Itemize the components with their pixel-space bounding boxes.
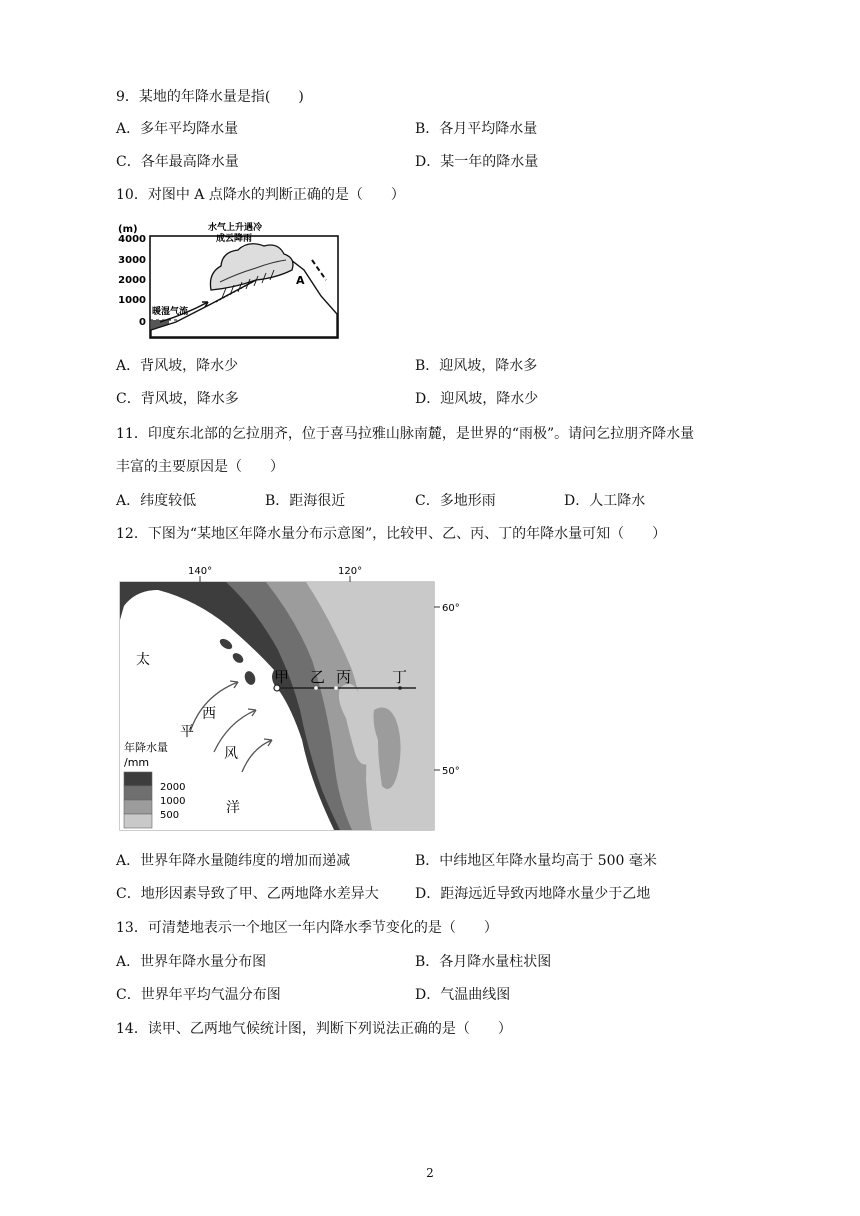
cloud-label-2: 成云降雨 [216, 234, 253, 244]
q13-stem: 13．可清楚地表示一个地区一年内降水季节变化的是（ ） [116, 920, 498, 936]
legend-2000: 2000 [160, 782, 186, 793]
orographic-rain-diagram [116, 218, 342, 342]
q9-option-d[interactable]: D．某一年的降水量 [415, 154, 539, 170]
q9-option-c[interactable]: C．各年最高降水量 [116, 154, 239, 170]
ocean-char-ping: 平 [180, 724, 194, 740]
q9-option-a[interactable]: A．多年平均降水量 [116, 121, 239, 137]
ocean-char-tai: 太 [136, 652, 150, 668]
q9-stem: 9．某地的年降水量是指( ) [116, 89, 304, 105]
q13-option-c[interactable]: C．世界年平均气温分布图 [116, 987, 281, 1003]
q13-option-b[interactable]: B．各月降水量柱状图 [415, 954, 552, 970]
legend-500: 500 [160, 810, 180, 821]
legend-unit: /mm [124, 756, 150, 769]
wind-char-xi: 西 [202, 706, 216, 722]
lat-60-label: 60° [442, 603, 460, 614]
point-a-label: A [296, 274, 305, 287]
q12-option-b[interactable]: B．中纬地区年降水量均高于 500 毫米 [415, 853, 657, 869]
y-tick-3000: 3000 [118, 255, 146, 266]
q12-option-a[interactable]: A．世界年降水量随纬度的增加而递减 [116, 853, 351, 869]
point-jia: 甲 [274, 668, 290, 686]
q13-option-a[interactable]: A．世界年降水量分布图 [116, 954, 267, 970]
q10-option-a[interactable]: A．背风坡，降水少 [116, 358, 239, 374]
q12-option-d[interactable]: D．距海远近导致丙地降水量少于乙地 [415, 886, 651, 902]
lon-140-label: 140° [188, 566, 213, 577]
point-ding: 丁 [392, 668, 408, 686]
q11-option-d[interactable]: D．人工降水 [564, 493, 646, 509]
page-number: 2 [426, 1166, 434, 1180]
q10-option-c[interactable]: C．背风坡，降水多 [116, 391, 239, 407]
q9-option-b[interactable]: B．各月平均降水量 [415, 121, 538, 137]
y-tick-1000: 1000 [118, 295, 146, 306]
y-tick-2000: 2000 [118, 275, 146, 286]
q12-stem: 12．下图为“某地区年降水量分布示意图”，比较甲、乙、丙、丁的年降水量可知（ ） [116, 526, 667, 542]
q11-option-c[interactable]: C．多地形雨 [415, 493, 496, 509]
wind-char-feng: 风 [224, 746, 238, 762]
y-tick-4000: 4000 [118, 234, 146, 245]
q10-option-b[interactable]: B．迎风坡，降水多 [415, 358, 538, 374]
legend-1000: 1000 [160, 796, 186, 807]
legend-title: 年降水量 [124, 741, 168, 754]
ocean-char-yang: 洋 [226, 800, 240, 816]
q10-stem: 10．对图中 A 点降水的判断正确的是（ ） [116, 187, 405, 203]
q10-option-d[interactable]: D．迎风坡，降水少 [415, 391, 539, 407]
point-yi: 乙 [310, 668, 326, 686]
precipitation-map [116, 560, 476, 832]
warm-moist-air-label: 暖湿气流 [152, 307, 189, 317]
q11-stem-line2: 丰富的主要原因是（ ） [116, 459, 284, 475]
q14-stem: 14．读甲、乙两地气候统计图，判断下列说法正确的是（ ） [116, 1021, 512, 1037]
q11-option-b[interactable]: B．距海很近 [265, 493, 346, 509]
lon-120-label: 120° [338, 566, 363, 577]
y-tick-0: 0 [139, 317, 146, 328]
point-bing: 丙 [336, 668, 352, 686]
unit-label: (m) [118, 224, 138, 235]
q11-stem-line1: 11．印度东北部的乞拉朋齐，位于喜马拉雅山脉南麓，是世界的“雨极”。请问乞拉朋齐降水量 [116, 426, 695, 442]
q13-option-d[interactable]: D．气温曲线图 [415, 987, 511, 1003]
cloud-label-1: 水气上升遇冷 [208, 223, 263, 233]
q11-option-a[interactable]: A．纬度较低 [116, 493, 197, 509]
lat-50-label: 50° [442, 766, 460, 777]
q12-option-c[interactable]: C．地形因素导致了甲、乙两地降水差异大 [116, 886, 379, 902]
